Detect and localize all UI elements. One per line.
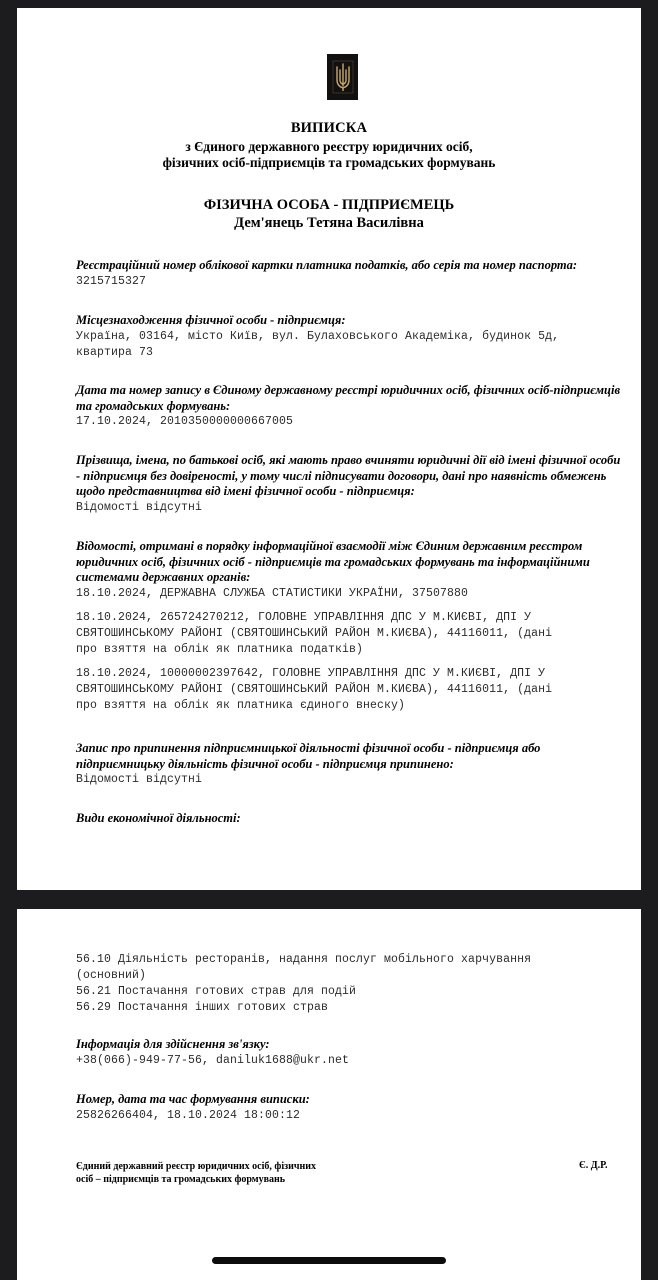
record-label: Дата та номер запису в Єдиному державному реєстрі юридичних осіб, фізичних осіб-підприємців та громадських формувань: xyxy=(76,383,621,413)
document-page-1 xyxy=(17,8,641,890)
footer-line1: Єдиний державний реєстр юридичних осіб, фізичних xyxy=(76,1161,317,1172)
contact-section xyxy=(76,1037,621,1069)
tax-number-section xyxy=(76,258,621,290)
footer-line2: осіб – підприємців та громадських формувань xyxy=(76,1174,286,1185)
document-subtitle-line2: фізичних осіб-підприємців та громадських формувань xyxy=(162,155,496,170)
interaction-entry: 18.10.2024, 10000002397642, ГОЛОВНЕ УПРАВЛІННЯ ДПС У М.КИЄВІ, ДПІ У СВЯТОШИНСЬКОМУ РАЙОНІ (СВЯТОШИНСЬКИЙ РАЙОН М.КИЄВА), 44116011, (дані про взяття на облік як платника єдиного внеску) xyxy=(76,666,553,712)
record-section xyxy=(76,383,621,430)
tax-number-value: 3215715327 xyxy=(76,274,147,288)
representatives-value: Відомості відсутні xyxy=(76,500,203,514)
location-section xyxy=(76,313,621,361)
activity-item: 56.29 Постачання інших готових страв xyxy=(76,1001,329,1014)
tax-number-label: Реєстраційний номер облікової картки платника податків, або серія та номер паспорта: xyxy=(76,258,578,272)
record-value: 17.10.2024, 2010350000000667005 xyxy=(76,415,294,428)
document-title: ВИПИСКА xyxy=(290,120,368,136)
interaction-label: Відомості, отримані в порядку інформаційної взаємодії між Єдиним державним реєстром юридичних осіб, фізичних осіб - підприємців та громадських формувань та інформаційними системами державних органів: xyxy=(76,539,590,584)
activity-item: 56.10 Діяльність ресторанів, надання послуг мобільного харчування (основний) xyxy=(76,953,532,982)
termination-label: Запис про припинення підприємницької діяльності фізичної особи - підприємця або підприємницьку діяльність фізичної особи - підприємця припинено: xyxy=(76,741,541,771)
home-indicator[interactable] xyxy=(212,1257,446,1264)
location-value: Україна, 03164, місто Київ, вул. Булаховського Академіка, будинок 5д, квартира 73 xyxy=(76,329,560,359)
representatives-section xyxy=(76,453,621,516)
representatives-label: Прізвища, імена, по батькові осіб, які мають право вчиняти юридичні дії від імені фізичної особи - підприємця без довіреності, у тому числі підписувати договори, дані про наявність обмежень щодо представництва від імені фізичної особи - підприємця: xyxy=(76,453,621,498)
contact-label: Інформація для здійснення зв'язку: xyxy=(76,1037,270,1051)
extract-section xyxy=(76,1092,621,1124)
termination-section xyxy=(76,741,621,788)
interaction-entry: 18.10.2024, ДЕРЖАВНА СЛУЖБА СТАТИСТИКИ УКРАЇНИ, 37507880 xyxy=(76,586,469,600)
trident-emblem-icon xyxy=(327,54,358,100)
interaction-section xyxy=(76,539,621,714)
interaction-entry: 18.10.2024, 265724270212, ГОЛОВНЕ УПРАВЛІННЯ ДПС У М.КИЄВІ, ДПІ У СВЯТОШИНСЬКОМУ РАЙОНІ (СВЯТОШИНСЬКИЙ РАЙОН М.КИЄВА), 44116011, (дані про взяття на облік як платника податків) xyxy=(76,610,553,656)
extract-value: 25826266404, 18.10.2024 18:00:12 xyxy=(76,1108,301,1122)
activities-label: Види економічної діяльності: xyxy=(76,811,241,825)
location-label: Місцезнаходження фізичної особи - підприємця: xyxy=(76,313,346,327)
footer-registry-name xyxy=(76,1160,316,1186)
contact-value: +38(066)-949-77-56, daniluk1688@ukr.net xyxy=(76,1053,350,1067)
termination-value: Відомості відсутні xyxy=(76,773,203,786)
entity-type: ФІЗИЧНА ОСОБА - ПІДПРИЄМЕЦЬ xyxy=(203,197,455,213)
activities-section xyxy=(76,811,621,827)
footer-abbreviation: Є. Д.Р. xyxy=(579,1160,608,1171)
activities-list xyxy=(76,952,621,1016)
document-subtitle-line1: з Єдиного державного реєстру юридичних осіб, xyxy=(185,139,473,154)
activity-item: 56.21 Постачання готових страв для подій xyxy=(76,985,357,998)
document-page-2 xyxy=(17,909,641,1280)
extract-label: Номер, дата та час формування виписки: xyxy=(76,1092,310,1106)
person-name: Дем'янець Тетяна Василівна xyxy=(234,215,424,231)
